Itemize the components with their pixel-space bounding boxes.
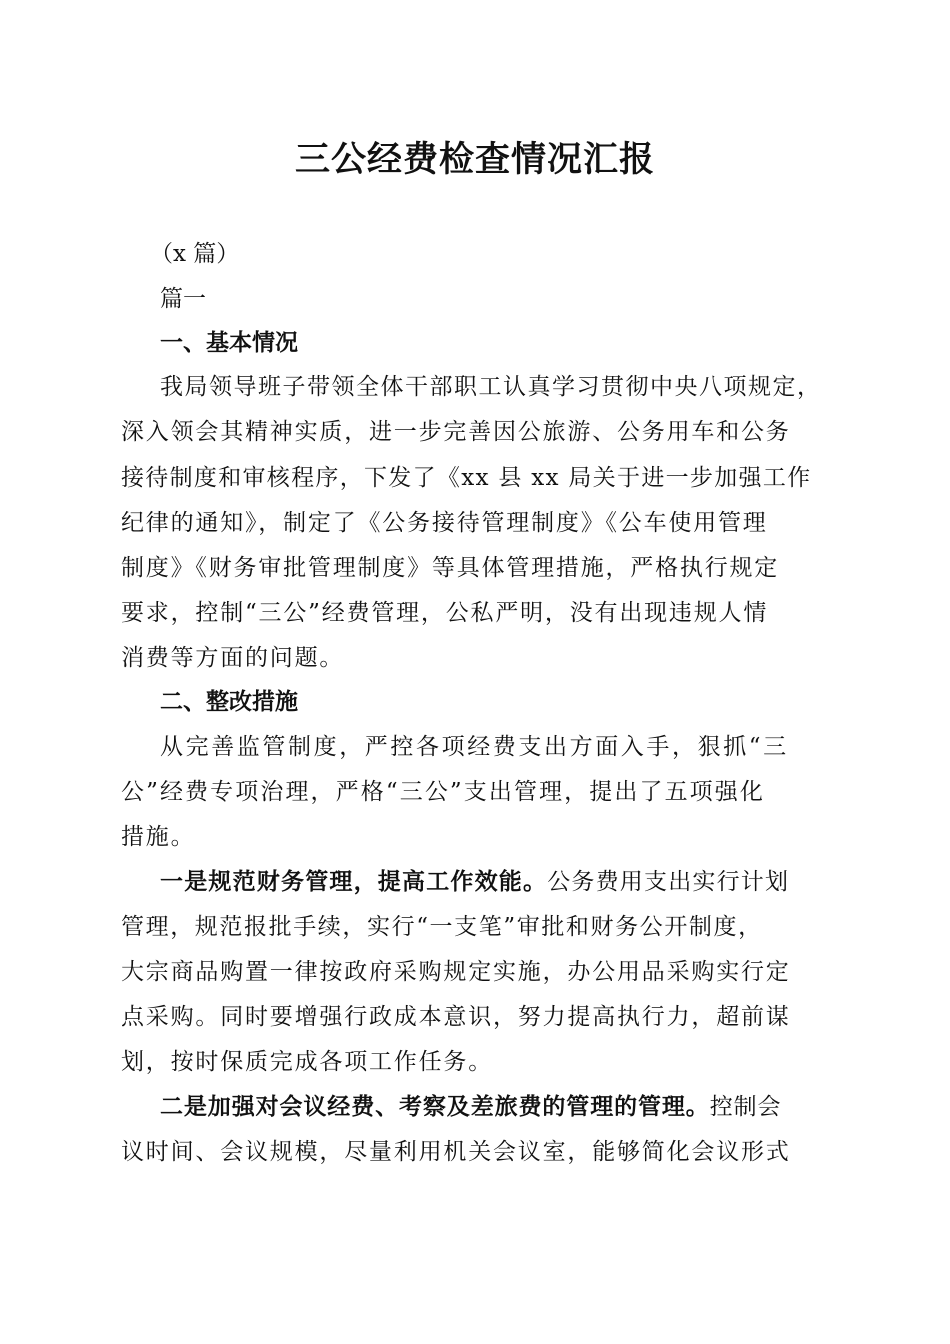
section1-line: 我局领导班子带领全体干部职工认真学习贯彻中央八项规定， bbox=[160, 374, 822, 400]
measure1-lead: 一是规范财务管理，提高工作效能。 bbox=[160, 869, 548, 895]
section2-line: 从完善监管制度，严控各项经费支出方面入手，狠抓“三 bbox=[160, 734, 789, 760]
measure2-lead: 二是加强对会议经费、考察及差旅费的管理的管理。 bbox=[160, 1094, 710, 1120]
part-label: 篇一 bbox=[160, 286, 206, 312]
section2-line: 公”经费专项治理，严格“三公”支出管理，提出了五项强化 bbox=[121, 779, 765, 805]
section1-heading: 一、基本情况 bbox=[160, 330, 298, 356]
measure2-line: 议时间、会议规模，尽量利用机关会议室，能够简化会议形式 bbox=[121, 1139, 791, 1165]
measure2-first-line bbox=[160, 1091, 781, 1123]
measure1-line: 管理，规范报批手续，实行“一支笔”审批和财务公开制度， bbox=[121, 914, 763, 940]
measure2-line: 控制会 bbox=[709, 1094, 782, 1120]
section1-line: 制度》《财务审批管理制度》等具体管理措施，严格执行规定 bbox=[121, 555, 780, 581]
section2-line: 措施。 bbox=[121, 824, 196, 850]
section1-line: 纪律的通知》，制定了《公务接待管理制度》《公车使用管理 bbox=[121, 510, 768, 536]
section1-line: 接待制度和审核程序，下发了《xx 县 xx 局关于进一步加强工作 bbox=[121, 465, 812, 491]
section1-line: 要求，控制“三公”经费管理，公私严明，没有出现违规人情 bbox=[121, 600, 769, 626]
section1-line: 消费等方面的问题。 bbox=[121, 645, 345, 671]
measure1-first-line bbox=[160, 866, 789, 898]
measure1-line: 划，按时保质完成各项工作任务。 bbox=[121, 1049, 493, 1075]
measure1-line: 点采购。同时要增强行政成本意识，努力提高执行力，超前谋 bbox=[121, 1004, 791, 1030]
document-subtitle: （x 篇） bbox=[150, 241, 240, 267]
section2-heading: 二、整改措施 bbox=[160, 689, 298, 715]
measure1-line: 大宗商品购置一律按政府采购规定实施，办公用品采购实行定 bbox=[121, 959, 791, 985]
measure1-line: 公务费用支出实行计划 bbox=[547, 869, 790, 895]
section1-line: 深入领会其精神实质，进一步完善因公旅游、公务用车和公务 bbox=[121, 419, 791, 445]
document-title: 三公经费检查情况汇报 bbox=[294, 139, 655, 180]
